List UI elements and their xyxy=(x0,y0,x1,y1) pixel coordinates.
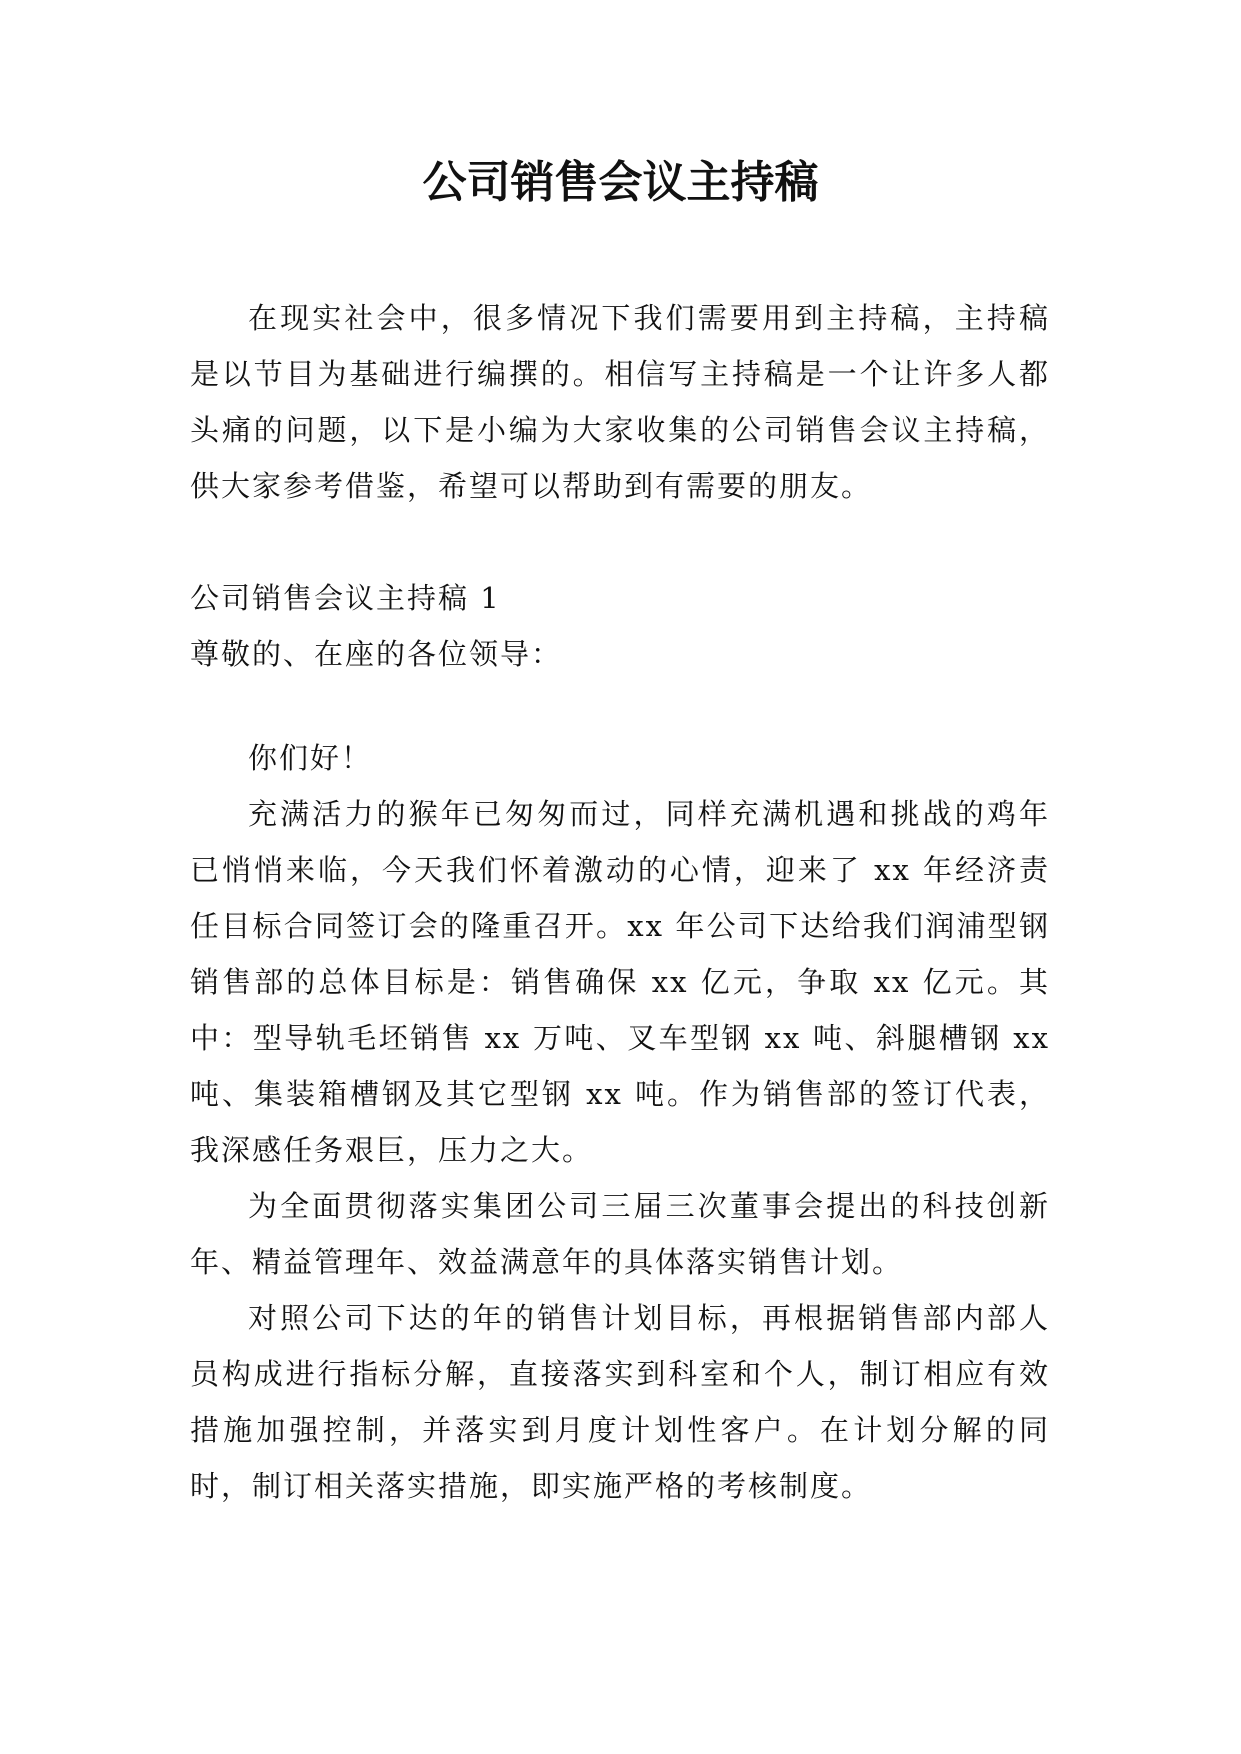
document-title: 公司销售会议主持稿 xyxy=(422,157,819,208)
body-paragraph: 充满活力的猴年已匆匆而过，同样充满机遇和挑战的鸡年已悄悄来临，今天我们怀着激动的心情，迎来了 xx 年经济责任目标合同签订会的隆重召开。xx 年公司下达给我们润浦型钢销售部的总体目标是：销售确保 xx 亿元，争取 xx 亿元。其中：型导轨毛坯销售 xx 万吨、叉车型钢 xx 吨、斜腿槽钢 xx 吨、集装箱槽钢及其它型钢 xx 吨。作为销售部的签订代表，我深感任务艰巨，压力之大。 xyxy=(190,797,1050,1167)
salutation: 尊敬的、在座的各位领导： xyxy=(190,637,563,671)
document-body xyxy=(190,290,1050,1514)
intro-paragraph: 在现实社会中，很多情况下我们需要用到主持稿，主持稿是以节目为基础进行编撰的。相信写主持稿是一个让许多人都头痛的问题，以下是小编为大家收集的公司销售会议主持稿，供大家参考借鉴，希望可以帮助到有需要的朋友。 xyxy=(190,301,1050,503)
section-heading: 公司销售会议主持稿 1 xyxy=(190,581,501,615)
spacer xyxy=(190,682,1050,730)
spacer xyxy=(190,514,1050,570)
greeting: 你们好！ xyxy=(248,741,373,775)
body-paragraph: 为全面贯彻落实集团公司三届三次董事会提出的科技创新年、精益管理年、效益满意年的具体落实销售计划。 xyxy=(190,1189,1050,1279)
body-paragraph: 对照公司下达的年的销售计划目标，再根据销售部内部人员构成进行指标分解，直接落实到科室和个人，制订相应有效措施加强控制，并落实到月度计划性客户。在计划分解的同时，制订相关落实措施，即实施严格的考核制度。 xyxy=(190,1301,1050,1503)
